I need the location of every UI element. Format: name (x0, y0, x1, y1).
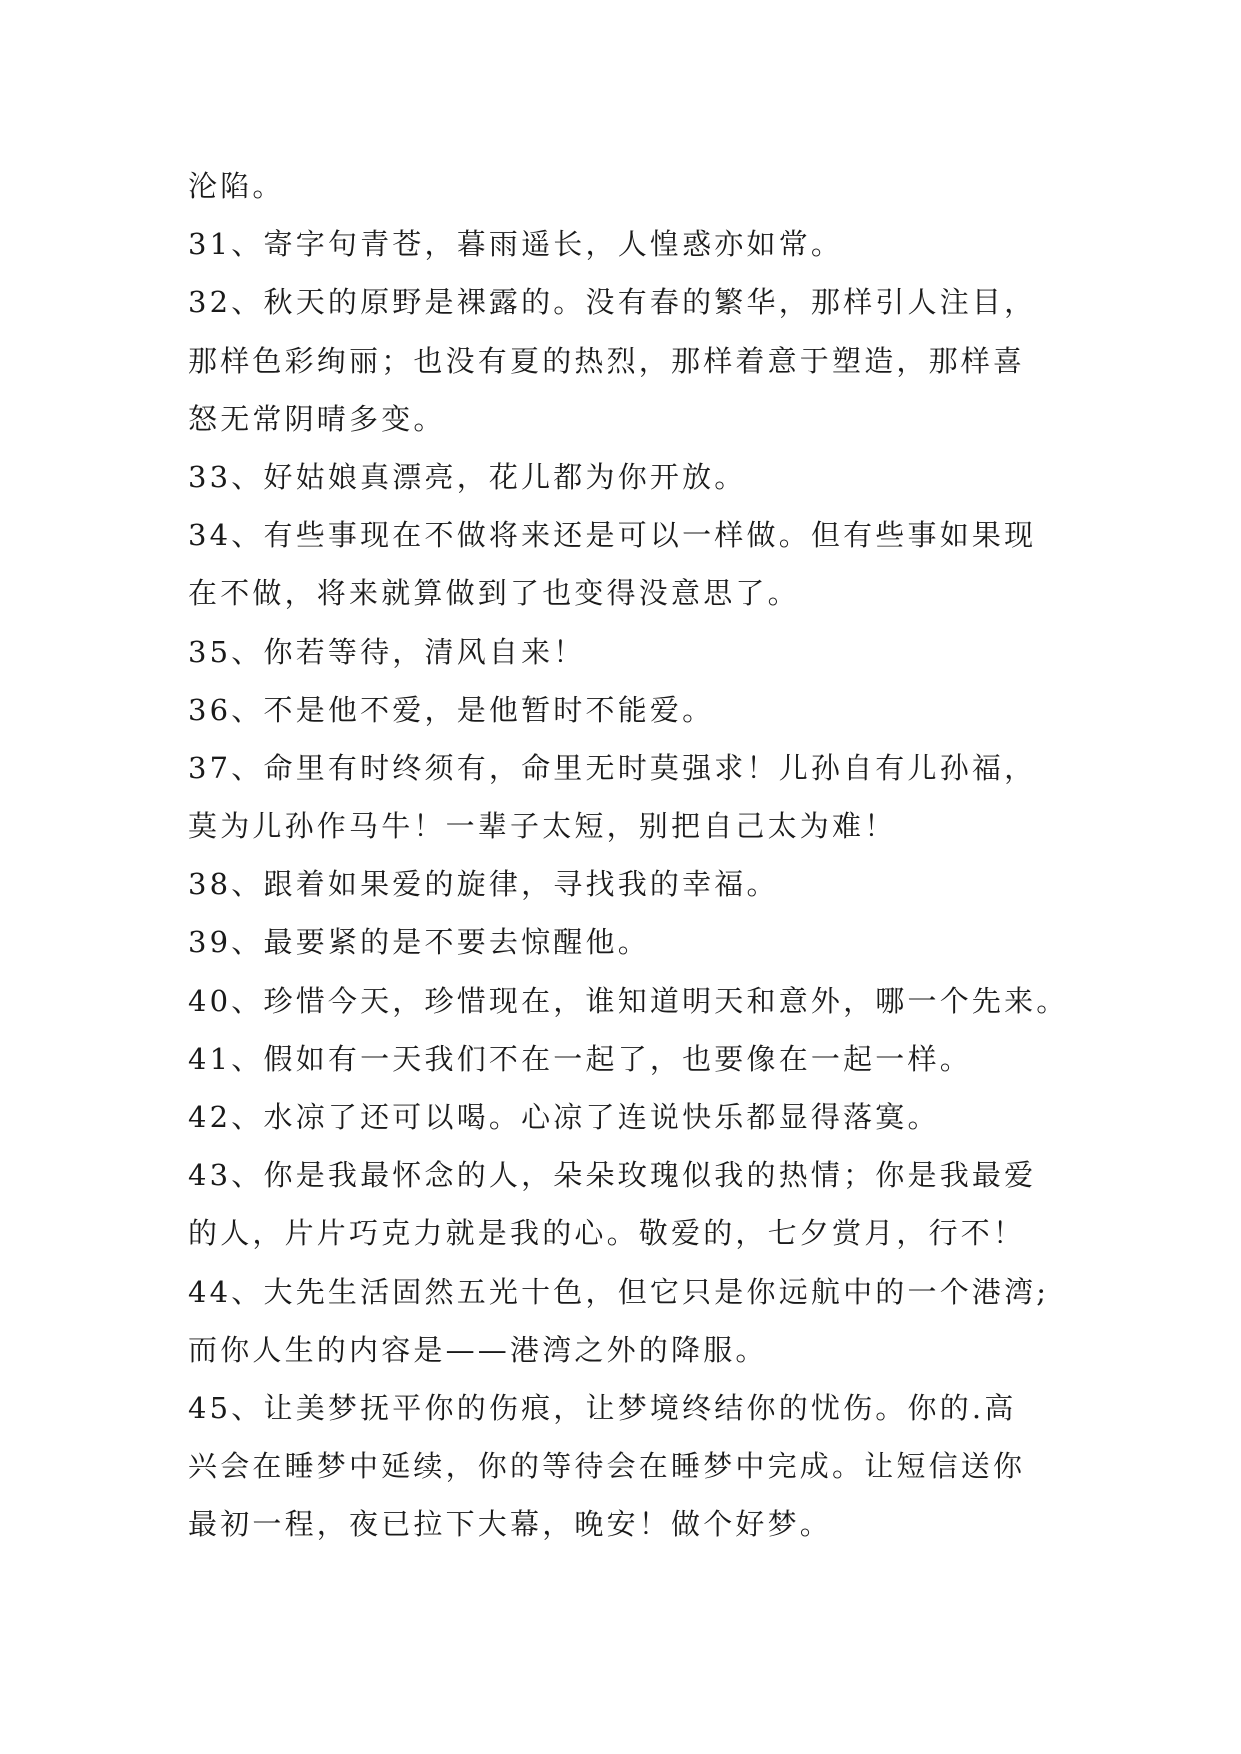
text-line: 33、好姑娘真漂亮，花儿都为你开放。 (188, 459, 747, 494)
text-line: 的人，片片巧克力就是我的心。敬爱的，七夕赏月，行不！ (188, 1216, 1026, 1251)
text-line: 莫为儿孙作马牛！一辈子太短，别把自己太为难！ (188, 809, 897, 844)
text-line: 39、最要紧的是不要去惊醒他。 (188, 925, 650, 960)
document-body (188, 157, 1068, 1554)
text-line: 41、假如有一天我们不在一起了，也要像在一起一样。 (188, 1041, 972, 1076)
text-line: 而你人生的内容是——港湾之外的降服。 (188, 1332, 768, 1367)
text-line: 最初一程，夜已拉下大幕，晚安！做个好梦。 (188, 1507, 833, 1542)
text-line: 35、你若等待，清风自来！ (188, 634, 586, 669)
text-line: 43、你是我最怀念的人，朵朵玫瑰似我的热情；你是我最爱 (188, 1158, 1037, 1193)
text-line: 44、大先生活固然五光十色，但它只是你远航中的一个港湾; (188, 1274, 1050, 1309)
text-line: 40、珍惜今天，珍惜现在，谁知道明天和意外，哪一个先来。 (188, 983, 1069, 1018)
text-line: 32、秋天的原野是裸露的。没有春的繁华，那样引人注目， (188, 285, 1037, 320)
text-line: 45、让美梦抚平你的伤痕，让梦境终结你的忧伤。你的.高 (188, 1390, 1017, 1425)
text-line: 31、寄字句青苍，暮雨遥长，人惶惑亦如常。 (188, 227, 844, 262)
text-line: 兴会在睡梦中延续，你的等待会在睡梦中完成。让短信送你 (188, 1449, 1026, 1484)
text-line: 沦陷。 (188, 169, 285, 203)
text-line: 在不做，将来就算做到了也变得没意思了。 (188, 576, 800, 611)
text-line: 37、命里有时终须有，命里无时莫强求！儿孙自有儿孙福， (188, 750, 1037, 785)
text-line: 那样色彩绚丽；也没有夏的热烈，那样着意于塑造，那样喜 (188, 343, 1026, 378)
text-line: 42、水凉了还可以喝。心凉了连说快乐都显得落寞。 (188, 1100, 940, 1134)
text-line: 36、不是他不爱，是他暂时不能爱。 (188, 692, 715, 727)
text-line: 38、跟着如果爱的旋律，寻找我的幸福。 (188, 867, 779, 902)
text-line: 34、有些事现在不做将来还是可以一样做。但有些事如果现 (188, 518, 1037, 553)
text-line: 怒无常阴晴多变。 (188, 401, 446, 436)
